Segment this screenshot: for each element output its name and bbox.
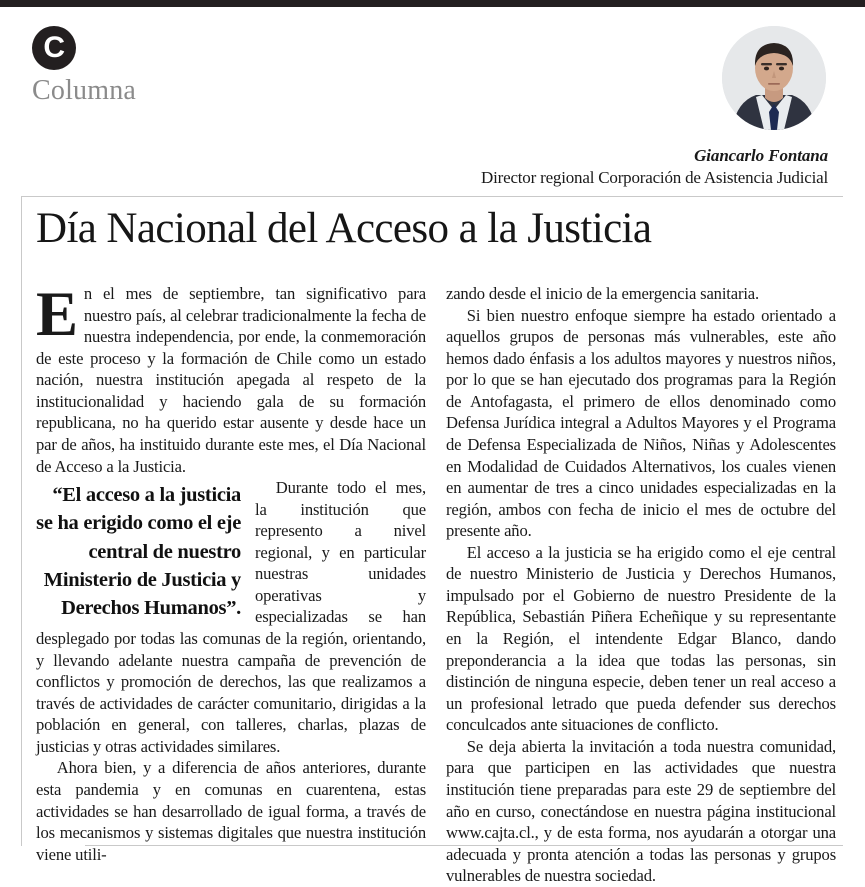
body-paragraph: El acceso a la justicia se ha erigido como el eje central de nuestro Ministerio de Justicia y Derechos Humanos, impulsado por el Gobierno de nuestro Presidente de la República, Sebastián Piñera Echeñique y su representante en la Región, el intendente Edgar Blanco, dando preponderancia a la idea que todas las personas, sin distinción de ninguna especie, deben tener un real acceso a un profesional letrado que pueda defender sus derechos conculcados ante situaciones de conflicto. (446, 542, 836, 735)
avatar-portrait-icon (722, 26, 826, 130)
body-paragraph: Si bien nuestro enfoque siempre ha estado orientado a aquellos grupos de personas más vulnerables, este año hemos dado énfasis a los adultos mayores y nuestros niños, por lo que se han ejecutado dos programas para la Región de Antofagasta, el primero de ellos denominado como Defensa Jurídica integral a Adultos Mayores y el Programa de Defensa Especializada de Niños, Niñas y Adolescentes en Modalidad de Cuidados Alternativos, los cuales vienen en aumentar de tres a cinco unidades especializadas en la región, ambos con fecha de inicio el mes de octubre del presente año. (446, 305, 836, 541)
column-logo-icon: C (32, 26, 76, 70)
body-paragraph: Durante todo el mes, la institución que represento a nivel regional, y en particular nuestras unidades operativas y especializadas se han desplegado por todas las comunas de la región, orientando, y llevando adelante nuestra campaña de prevención de conflictos y promoción de derechos, las que realizamos a través de actividades de carácter comunitario, dirigidas a la población en general, con talleres, charlas, plazas de justicias y otras actividades similares. (36, 478, 426, 756)
body-paragraph: Ahora bien, y a diferencia de años anteriores, durante esta pandemia y en comunas en cuarentena, estas actividades se han desarrollado de igual forma, a través de los mecanismos y sistemas digitales que nuestra institución viene utili- (36, 758, 426, 864)
article-body (36, 279, 836, 886)
left-margin-rule (21, 196, 22, 846)
masthead-divider-rule (21, 196, 843, 197)
author-block (392, 26, 832, 188)
author-avatar (722, 26, 826, 130)
body-paragraph: En el mes de septiembre, tan significativo para nuestro país, al celebrar tradicionalmente la fecha de nuestra independencia, por ende, la conmemoración de este proceso y la formación de Chile como un estado nación, nuestra institución apegada al respeto de la institucionalidad y haciendo gala de su formación republicana, no ha querido estar ausente y desde hace un par de años, ha instituido durante este mes, el Día Nacional de Acceso a la Justicia. (36, 279, 426, 476)
body-column-left (36, 279, 426, 864)
body-paragraph: Se deja abierta la invitación a toda nuestra comunidad, para que participen en las actividades que nuestra institución tiene preparadas para este 29 de septiembre del año en curso, conectándose en nuestra página institucional www.cajta.cl., y de esta forma, nos ayudarán a otorgar una adecuada y pronta atención a todas las personas y grupos vulnerables de nuestra sociedad. (446, 736, 836, 886)
body-paragraph: zando desde el inicio de la emergencia sanitaria. (446, 284, 760, 303)
section-label: Columna (32, 75, 137, 106)
pull-quote: “El acceso a la justicia se ha erigido como el eje central de nuestro Ministerio de Justicia y Derechos Humanos”. (36, 484, 241, 620)
section-brand (32, 26, 136, 107)
author-role: Director regional Corporación de Asistencia Judicial (481, 168, 828, 187)
page-top-band (0, 0, 865, 7)
article-headline: Día Nacional del Acceso a la Justicia (36, 205, 652, 252)
body-column-right (446, 283, 836, 886)
masthead (32, 26, 832, 186)
author-name: Giancarlo Fontana (694, 146, 828, 165)
